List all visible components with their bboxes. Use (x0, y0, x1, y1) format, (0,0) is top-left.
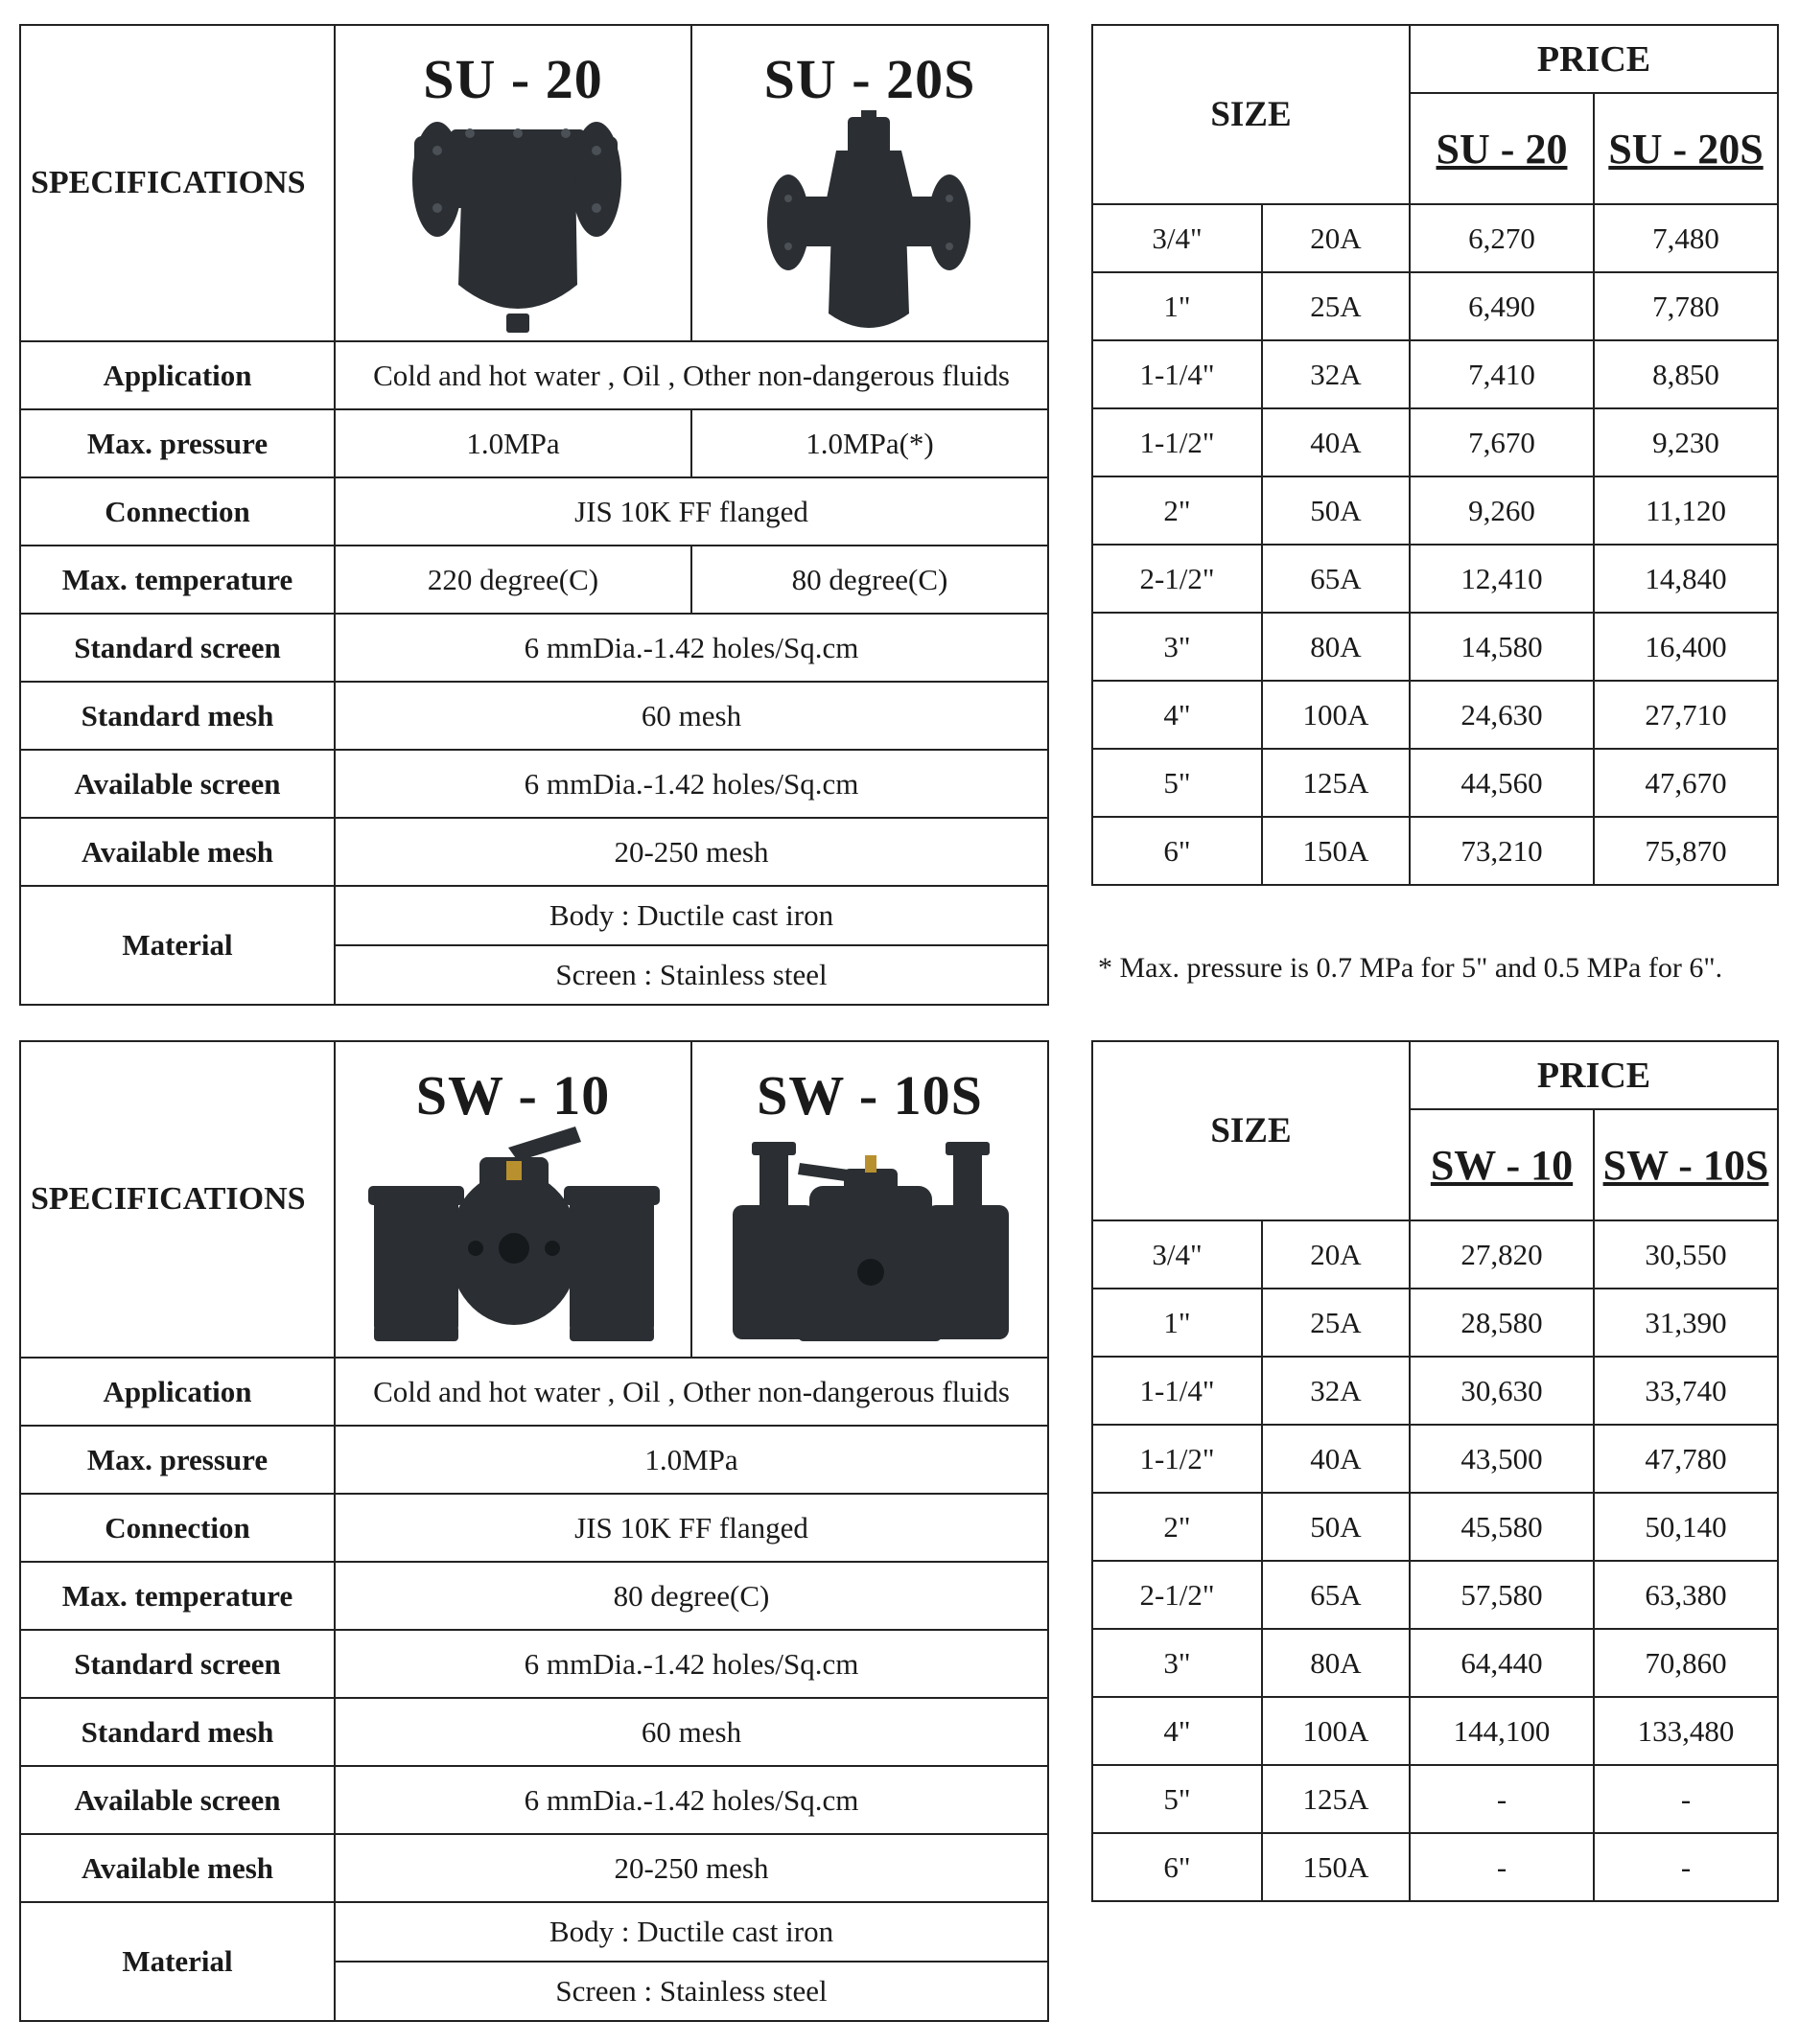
size-mm-cell: 20A (1262, 1220, 1410, 1289)
price-row (1092, 1561, 1778, 1629)
price-cell-model-b: 9,230 (1594, 408, 1778, 476)
price-cell-model-b: 75,870 (1594, 817, 1778, 885)
connection-label: Connection (20, 477, 335, 546)
price-cell-model-a: 7,670 (1410, 408, 1594, 476)
available-screen-value: 6 mmDia.-1.42 holes/Sq.cm (335, 1766, 1048, 1834)
price-cell-model-a: 45,580 (1410, 1493, 1594, 1561)
size-mm-cell: 65A (1262, 545, 1410, 613)
size-inch-cell: 1-1/2" (1092, 1425, 1262, 1493)
max-temperature-value: 80 degree(C) (335, 1562, 1048, 1630)
application-value: Cold and hot water , Oil , Other non-dangerous fluids (335, 341, 1048, 409)
standard-screen-label: Standard screen (20, 614, 335, 682)
su-20-strainer-image (336, 26, 692, 342)
price-cell-model-b: - (1594, 1765, 1778, 1833)
size-inch-cell: 2" (1092, 476, 1262, 545)
price-row (1092, 340, 1778, 408)
size-mm-cell: 80A (1262, 613, 1410, 681)
price-cell-model-a: - (1410, 1833, 1594, 1901)
price-row (1092, 613, 1778, 681)
size-inch-cell: 5" (1092, 1765, 1262, 1833)
size-mm-cell: 50A (1262, 476, 1410, 545)
model-name: SW - 10S (757, 1064, 983, 1127)
price-cell-model-a: 30,630 (1410, 1357, 1594, 1425)
max-temperature-value-su-20: 220 degree(C) (335, 546, 691, 614)
specifications-table-su (19, 24, 1049, 1006)
size-header: SIZE (1092, 25, 1410, 204)
price-model-header: SU - 20 (1410, 93, 1594, 204)
size-inch-cell: 6" (1092, 1833, 1262, 1901)
price-row (1092, 272, 1778, 340)
price-cell-model-a: 73,210 (1410, 817, 1594, 885)
available-mesh-value: 20-250 mesh (335, 1834, 1048, 1902)
price-cell-model-a: 6,490 (1410, 272, 1594, 340)
size-mm-cell: 25A (1262, 1289, 1410, 1357)
size-mm-cell: 32A (1262, 1357, 1410, 1425)
available-mesh-label: Available mesh (20, 818, 335, 886)
price-rows (1092, 1220, 1778, 1901)
size-inch-cell: 4" (1092, 681, 1262, 749)
specifications-header: SPECIFICATIONS (20, 25, 335, 341)
price-model-header: SW - 10S (1594, 1109, 1778, 1220)
available-mesh-value: 20-250 mesh (335, 818, 1048, 886)
standard-mesh-label: Standard mesh (20, 682, 335, 750)
max-temperature-value-su-20s: 80 degree(C) (691, 546, 1048, 614)
price-cell-model-b: 31,390 (1594, 1289, 1778, 1357)
max-temperature-label: Max. temperature (20, 546, 335, 614)
size-inch-cell: 2-1/2" (1092, 545, 1262, 613)
application-value: Cold and hot water , Oil , Other non-dangerous fluids (335, 1358, 1048, 1426)
price-row (1092, 1629, 1778, 1697)
price-table-sw (1091, 1040, 1779, 1902)
price-cell-model-b: 16,400 (1594, 613, 1778, 681)
size-mm-cell: 150A (1262, 1833, 1410, 1901)
price-row (1092, 1765, 1778, 1833)
model-name: SU - 20S (763, 48, 976, 110)
size-mm-cell: 25A (1262, 272, 1410, 340)
size-inch-cell: 3" (1092, 1629, 1262, 1697)
price-cell-model-b: 8,850 (1594, 340, 1778, 408)
price-cell-model-a: 43,500 (1410, 1425, 1594, 1493)
price-cell-model-b: 33,740 (1594, 1357, 1778, 1425)
size-mm-cell: 125A (1262, 1765, 1410, 1833)
price-cell-model-a: 12,410 (1410, 545, 1594, 613)
available-screen-value: 6 mmDia.-1.42 holes/Sq.cm (335, 750, 1048, 818)
size-inch-cell: 1-1/4" (1092, 1357, 1262, 1425)
size-mm-cell: 125A (1262, 749, 1410, 817)
model-cell-su-20s (691, 25, 1048, 341)
price-cell-model-b: 70,860 (1594, 1629, 1778, 1697)
standard-mesh-value: 60 mesh (335, 682, 1048, 750)
available-screen-label: Available screen (20, 750, 335, 818)
standard-mesh-label: Standard mesh (20, 1698, 335, 1766)
connection-label: Connection (20, 1494, 335, 1562)
price-row (1092, 1697, 1778, 1765)
price-row (1092, 1833, 1778, 1901)
material-label: Material (20, 886, 335, 1005)
max-pressure-value: 1.0MPa (335, 1426, 1048, 1494)
max-pressure-label: Max. pressure (20, 409, 335, 477)
price-rows (1092, 204, 1778, 885)
size-inch-cell: 2" (1092, 1493, 1262, 1561)
price-cell-model-b: 133,480 (1594, 1697, 1778, 1765)
standard-screen-value: 6 mmDia.-1.42 holes/Sq.cm (335, 1630, 1048, 1698)
price-row (1092, 1289, 1778, 1357)
size-mm-cell: 100A (1262, 1697, 1410, 1765)
price-cell-model-b: 47,670 (1594, 749, 1778, 817)
application-label: Application (20, 1358, 335, 1426)
price-cell-model-b: 47,780 (1594, 1425, 1778, 1493)
material-body-value: Body : Ductile cast iron (335, 1902, 1048, 1962)
sw-10s-strainer-image (692, 1042, 1049, 1359)
size-mm-cell: 40A (1262, 1425, 1410, 1493)
standard-screen-label: Standard screen (20, 1630, 335, 1698)
price-row (1092, 1493, 1778, 1561)
size-header: SIZE (1092, 1041, 1410, 1220)
standard-mesh-value: 60 mesh (335, 1698, 1048, 1766)
size-inch-cell: 4" (1092, 1697, 1262, 1765)
size-inch-cell: 3/4" (1092, 204, 1262, 272)
su-20s-strainer-image (692, 26, 1049, 342)
size-mm-cell: 65A (1262, 1561, 1410, 1629)
price-model-header: SW - 10 (1410, 1109, 1594, 1220)
price-row (1092, 749, 1778, 817)
price-cell-model-a: 6,270 (1410, 204, 1594, 272)
model-cell-su-20 (335, 25, 691, 341)
specifications-table-sw (19, 1040, 1049, 2022)
price-header: PRICE (1410, 1041, 1778, 1109)
price-row (1092, 1357, 1778, 1425)
size-inch-cell: 1" (1092, 1289, 1262, 1357)
size-inch-cell: 3/4" (1092, 1220, 1262, 1289)
price-row (1092, 204, 1778, 272)
model-name: SW - 10 (415, 1064, 611, 1127)
size-mm-cell: 40A (1262, 408, 1410, 476)
price-row (1092, 1425, 1778, 1493)
price-row (1092, 817, 1778, 885)
available-mesh-label: Available mesh (20, 1834, 335, 1902)
price-row (1092, 476, 1778, 545)
material-body-value: Body : Ductile cast iron (335, 886, 1048, 945)
application-label: Application (20, 341, 335, 409)
model-name: SU - 20 (423, 48, 603, 110)
price-cell-model-a: 57,580 (1410, 1561, 1594, 1629)
price-cell-model-a: 144,100 (1410, 1697, 1594, 1765)
size-mm-cell: 50A (1262, 1493, 1410, 1561)
size-inch-cell: 1" (1092, 272, 1262, 340)
max-pressure-value-su-20s: 1.0MPa(*) (691, 409, 1048, 477)
size-inch-cell: 6" (1092, 817, 1262, 885)
max-temperature-label: Max. temperature (20, 1562, 335, 1630)
price-cell-model-a: 14,580 (1410, 613, 1594, 681)
size-mm-cell: 80A (1262, 1629, 1410, 1697)
price-model-header: SU - 20S (1594, 93, 1778, 204)
max-pressure-label: Max. pressure (20, 1426, 335, 1494)
price-row (1092, 408, 1778, 476)
max-pressure-value-su-20: 1.0MPa (335, 409, 691, 477)
price-cell-model-a: - (1410, 1765, 1594, 1833)
price-cell-model-a: 27,820 (1410, 1220, 1594, 1289)
price-row (1092, 1220, 1778, 1289)
material-screen-value: Screen : Stainless steel (335, 1962, 1048, 2021)
price-cell-model-b: 11,120 (1594, 476, 1778, 545)
specifications-header: SPECIFICATIONS (20, 1041, 335, 1358)
material-screen-value: Screen : Stainless steel (335, 945, 1048, 1005)
model-cell-sw-10s (691, 1041, 1048, 1358)
size-inch-cell: 2-1/2" (1092, 1561, 1262, 1629)
available-screen-label: Available screen (20, 1766, 335, 1834)
price-row (1092, 681, 1778, 749)
price-cell-model-b: - (1594, 1833, 1778, 1901)
material-label: Material (20, 1902, 335, 2021)
price-cell-model-b: 27,710 (1594, 681, 1778, 749)
price-row (1092, 545, 1778, 613)
price-cell-model-a: 28,580 (1410, 1289, 1594, 1357)
price-cell-model-b: 14,840 (1594, 545, 1778, 613)
sw-10-strainer-image (336, 1042, 692, 1359)
size-inch-cell: 1-1/2" (1092, 408, 1262, 476)
price-cell-model-b: 7,480 (1594, 204, 1778, 272)
pressure-footnote: * Max. pressure is 0.7 MPa for 5" and 0.5 MPa for 6". (1098, 952, 1723, 984)
size-inch-cell: 1-1/4" (1092, 340, 1262, 408)
size-mm-cell: 20A (1262, 204, 1410, 272)
size-inch-cell: 5" (1092, 749, 1262, 817)
price-header: PRICE (1410, 25, 1778, 93)
price-cell-model-a: 44,560 (1410, 749, 1594, 817)
price-table-su (1091, 24, 1779, 886)
price-cell-model-b: 30,550 (1594, 1220, 1778, 1289)
size-mm-cell: 150A (1262, 817, 1410, 885)
connection-value: JIS 10K FF flanged (335, 1494, 1048, 1562)
price-cell-model-a: 9,260 (1410, 476, 1594, 545)
model-cell-sw-10 (335, 1041, 691, 1358)
price-cell-model-b: 7,780 (1594, 272, 1778, 340)
price-cell-model-b: 50,140 (1594, 1493, 1778, 1561)
size-mm-cell: 100A (1262, 681, 1410, 749)
connection-value: JIS 10K FF flanged (335, 477, 1048, 546)
size-inch-cell: 3" (1092, 613, 1262, 681)
price-cell-model-a: 64,440 (1410, 1629, 1594, 1697)
price-cell-model-a: 24,630 (1410, 681, 1594, 749)
standard-screen-value: 6 mmDia.-1.42 holes/Sq.cm (335, 614, 1048, 682)
price-cell-model-a: 7,410 (1410, 340, 1594, 408)
size-mm-cell: 32A (1262, 340, 1410, 408)
price-cell-model-b: 63,380 (1594, 1561, 1778, 1629)
